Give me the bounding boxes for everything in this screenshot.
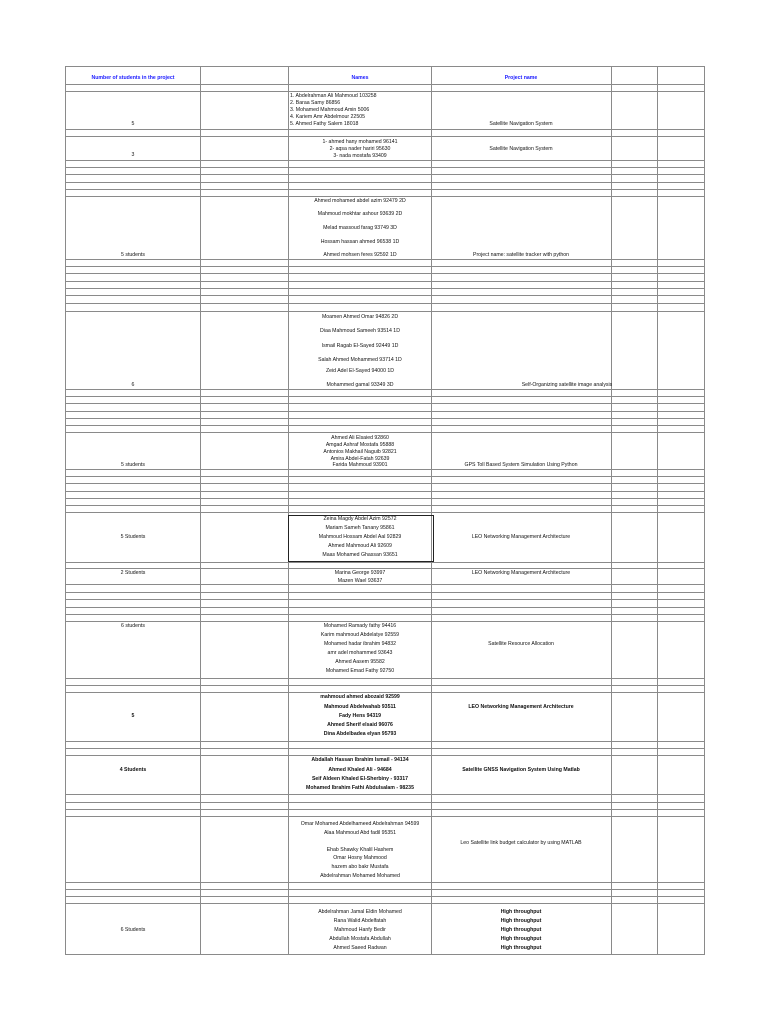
row-line bbox=[65, 273, 705, 274]
project-name: High throughput bbox=[500, 909, 542, 915]
student-name: Abdelrahman Mohamed Mohamed bbox=[320, 873, 400, 879]
student-name: Zeina Magdy Abdel Azim 92572 bbox=[323, 516, 397, 522]
row-line bbox=[65, 882, 705, 883]
student-name: Melad massoud farag 93749 3D bbox=[323, 225, 397, 231]
project-name: High throughput bbox=[500, 936, 542, 942]
student-name: 2- aqsa nader hariri 95630 bbox=[329, 146, 391, 152]
student-name: Amira Abdel-Fatah 92639 bbox=[330, 456, 390, 462]
student-name: Ahmed mohsen feres 92592 1D bbox=[323, 252, 397, 258]
student-name: Mohamed Ramady fathy 94416 bbox=[323, 623, 397, 629]
project-name: High throughput bbox=[500, 927, 542, 933]
student-name: Maas Mohamed Ghassan 93651 bbox=[322, 552, 398, 558]
row-line bbox=[65, 411, 705, 412]
row-line bbox=[65, 599, 705, 600]
row-line bbox=[65, 196, 705, 197]
row-line bbox=[65, 607, 705, 608]
row-line bbox=[65, 809, 705, 810]
row-line bbox=[65, 295, 705, 296]
student-name: amr adel mohammed 93643 bbox=[327, 650, 393, 656]
column-line bbox=[611, 66, 612, 955]
row-line bbox=[65, 266, 705, 267]
student-name: 1- ahmed hany mohamed 96141 bbox=[322, 139, 398, 145]
group-count: 3 bbox=[131, 152, 135, 158]
project-name: High throughput bbox=[500, 945, 542, 951]
student-name: Moamen Ahmed Omar 94826 2D bbox=[321, 314, 399, 320]
student-name: Ismail Ragab El-Sayed 92449 1D bbox=[321, 343, 399, 349]
row-line bbox=[65, 136, 705, 137]
group-count: 4 Students bbox=[119, 767, 147, 773]
row-line bbox=[65, 498, 705, 499]
column-line bbox=[431, 66, 432, 955]
column-line bbox=[65, 66, 66, 955]
column-line bbox=[657, 66, 658, 955]
row-line bbox=[65, 512, 705, 513]
row-line bbox=[65, 896, 705, 897]
row-line bbox=[65, 568, 705, 569]
project-name: Satellite Navigation System bbox=[489, 121, 553, 127]
row-line bbox=[65, 692, 705, 693]
student-name: Fady Hens 94319 bbox=[338, 713, 382, 719]
column-line bbox=[704, 66, 705, 955]
column-line bbox=[288, 66, 289, 955]
row-line bbox=[65, 418, 705, 419]
group-count: 5 Students bbox=[120, 534, 146, 540]
row-line bbox=[65, 685, 705, 686]
row-line bbox=[65, 584, 705, 585]
project-name: Leo Satellite link budget calculator by using MATLAB bbox=[460, 840, 582, 846]
student-name: 5. Ahmed Fathy Salem 18018 bbox=[290, 121, 359, 127]
row-line bbox=[65, 281, 705, 282]
header-project: Project name bbox=[504, 75, 538, 81]
student-name: 4. Kariem Amr Abdelmour 22505 bbox=[290, 114, 365, 120]
student-name: Seif Aldeen Khaled El-Sherbiny - 93317 bbox=[311, 776, 409, 782]
student-name: Zeid Adel El-Sayed 94000 1D bbox=[325, 368, 395, 374]
student-name: Ahmed Mahmoud Ali 92609 bbox=[328, 543, 392, 549]
project-name: Project name: satellite tracker with python bbox=[472, 252, 570, 258]
row-line bbox=[65, 741, 705, 742]
row-line bbox=[65, 311, 705, 312]
student-name: Mahmoud mokhtar ashour 93639 2D bbox=[317, 211, 403, 217]
spreadsheet bbox=[65, 66, 705, 955]
row-line bbox=[65, 259, 705, 260]
row-line bbox=[65, 469, 705, 470]
student-name: Mahmoud Hanfy Bedir bbox=[334, 927, 386, 933]
student-name: Mazen Wael 93637 bbox=[337, 578, 383, 584]
student-name: Hossam hassan ahmed 96538 1D bbox=[320, 239, 400, 245]
student-name: 2. Baraa Samy 86856 bbox=[290, 100, 341, 106]
student-name: Abdullah Mostafa Abdullah bbox=[329, 936, 391, 942]
student-name: Omar Hosny Mahmood bbox=[333, 855, 387, 861]
project-name: Satellite Navigation System bbox=[489, 146, 553, 152]
row-line bbox=[65, 303, 705, 304]
student-name: 3- nada mostafa 93409 bbox=[333, 153, 387, 159]
student-name: Rana Walid Abdelfatah bbox=[333, 918, 387, 924]
student-name: hazem abo bakr Mustafa bbox=[331, 864, 389, 870]
column-line bbox=[200, 66, 201, 955]
student-name: Dina Abdelbadea elyan 95793 bbox=[323, 731, 397, 737]
row-line bbox=[65, 802, 705, 803]
row-line bbox=[65, 954, 705, 955]
student-name: Mahmoud Hossam Abdel Aal 92829 bbox=[318, 534, 402, 540]
row-line bbox=[65, 84, 705, 85]
student-name: Ahmed Saeed Radwan bbox=[333, 945, 387, 951]
row-line bbox=[65, 592, 705, 593]
student-name: Diaa Mahmoud Sameeh 93514 1D bbox=[320, 328, 400, 334]
row-line bbox=[65, 678, 705, 679]
group-count: 2 Students bbox=[120, 570, 146, 576]
project-name: High throughput bbox=[500, 918, 542, 924]
group-count: 5 students bbox=[121, 252, 145, 258]
student-name: Mohamed Emad Fathy 92750 bbox=[325, 668, 395, 674]
row-line bbox=[65, 432, 705, 433]
row-line bbox=[65, 505, 705, 506]
student-name: 1. Abdelrahman Ali Mahmoud 103258 bbox=[290, 93, 377, 99]
row-line bbox=[65, 167, 705, 168]
group-count: 5 bbox=[131, 713, 135, 719]
student-name: Ehab Shawky Khalil Hashem bbox=[326, 847, 394, 853]
row-line bbox=[65, 748, 705, 749]
row-line bbox=[65, 483, 705, 484]
student-name: Ahmed Sherif elsaid 96076 bbox=[327, 722, 393, 728]
project-name: Satellite GNSS Navigation System Using Matlab bbox=[462, 767, 580, 773]
student-name: Karim mahmoud Abdelatye 92559 bbox=[320, 632, 400, 638]
row-line bbox=[65, 389, 705, 390]
row-line bbox=[65, 794, 705, 795]
project-name: Satellite Resource Allocation bbox=[488, 641, 554, 647]
group-count: 6 bbox=[131, 382, 135, 388]
row-line bbox=[65, 288, 705, 289]
group-count: 6 students bbox=[121, 623, 145, 629]
student-name: Ahmed Ali Elsaied 92860 bbox=[331, 435, 389, 441]
student-name: Mahmoud Abdelwahab 93511 bbox=[324, 704, 396, 710]
row-line bbox=[65, 614, 705, 615]
student-name: Marina George 93997 bbox=[334, 570, 386, 576]
row-line bbox=[65, 491, 705, 492]
student-name: Salah Ahmed Mohammed 93714 1D bbox=[318, 357, 402, 363]
row-line bbox=[65, 562, 705, 563]
student-name: Omar Mohamed Abdelhameed Abdelrahman 94599 bbox=[300, 821, 420, 827]
row-line bbox=[65, 66, 705, 67]
student-name: Mohamed Ibrahim Fathi Abdulsalam - 98235 bbox=[306, 785, 414, 791]
student-name: Mohamed hadar ibrahim 94832 bbox=[323, 641, 397, 647]
student-name: Farida Mahmoud 93901 bbox=[332, 462, 388, 468]
row-line bbox=[65, 160, 705, 161]
project-name: Self-Organizing satellite image analysis bbox=[521, 382, 613, 388]
row-line bbox=[65, 425, 705, 426]
row-line bbox=[65, 889, 705, 890]
group-count: 5 students bbox=[121, 462, 145, 468]
student-name: Abdallah Hassan Ibrahim Ismail - 94134 bbox=[311, 757, 409, 763]
student-name: mahmoud ahmed abozaid 92599 bbox=[320, 694, 400, 700]
student-name: Ahmed Khaled Ali - 94684 bbox=[328, 767, 392, 773]
row-line bbox=[65, 182, 705, 183]
row-line bbox=[65, 476, 705, 477]
row-line bbox=[65, 621, 705, 622]
row-line bbox=[65, 755, 705, 756]
project-name: GPS Toll Based System Simulation Using Python bbox=[464, 462, 578, 468]
header-names: Names bbox=[351, 75, 369, 81]
student-name: Mariam Sameh Tanany 95861 bbox=[325, 525, 395, 531]
row-line bbox=[65, 174, 705, 175]
row-line bbox=[65, 816, 705, 817]
group-count: 5 bbox=[131, 121, 135, 127]
row-line bbox=[65, 91, 705, 92]
student-name: Ahmed mohamed abdel azim 92479 2D bbox=[314, 198, 406, 204]
row-line bbox=[65, 903, 705, 904]
row-line bbox=[65, 129, 705, 130]
student-name: 3. Mohamed Mahmoud Amin 5006 bbox=[290, 107, 370, 113]
project-name: LEO Networking Management Architecture bbox=[468, 704, 574, 710]
group-count: 6 Students bbox=[120, 927, 146, 933]
project-name: LEO Networking Management Architecture bbox=[471, 570, 571, 576]
row-line bbox=[65, 396, 705, 397]
student-name: Abdelrahman Jamal Eldin Mohamed bbox=[318, 909, 402, 915]
student-name: Antonios Makhail Naguib 92821 bbox=[323, 449, 397, 455]
header-students: Number of students in the project bbox=[91, 75, 175, 81]
student-name: Alaa Mahmoud Abd fadil 95351 bbox=[323, 830, 397, 836]
row-line bbox=[65, 403, 705, 404]
project-name: LEO Networking Management Architecture bbox=[471, 534, 571, 540]
student-name: Mohammed gamal 93349 3D bbox=[326, 382, 394, 388]
student-name: Amgad Ashraf Mostafa 95888 bbox=[325, 442, 395, 448]
row-line bbox=[65, 189, 705, 190]
student-name: Ahmed Aasem 95582 bbox=[335, 659, 385, 665]
